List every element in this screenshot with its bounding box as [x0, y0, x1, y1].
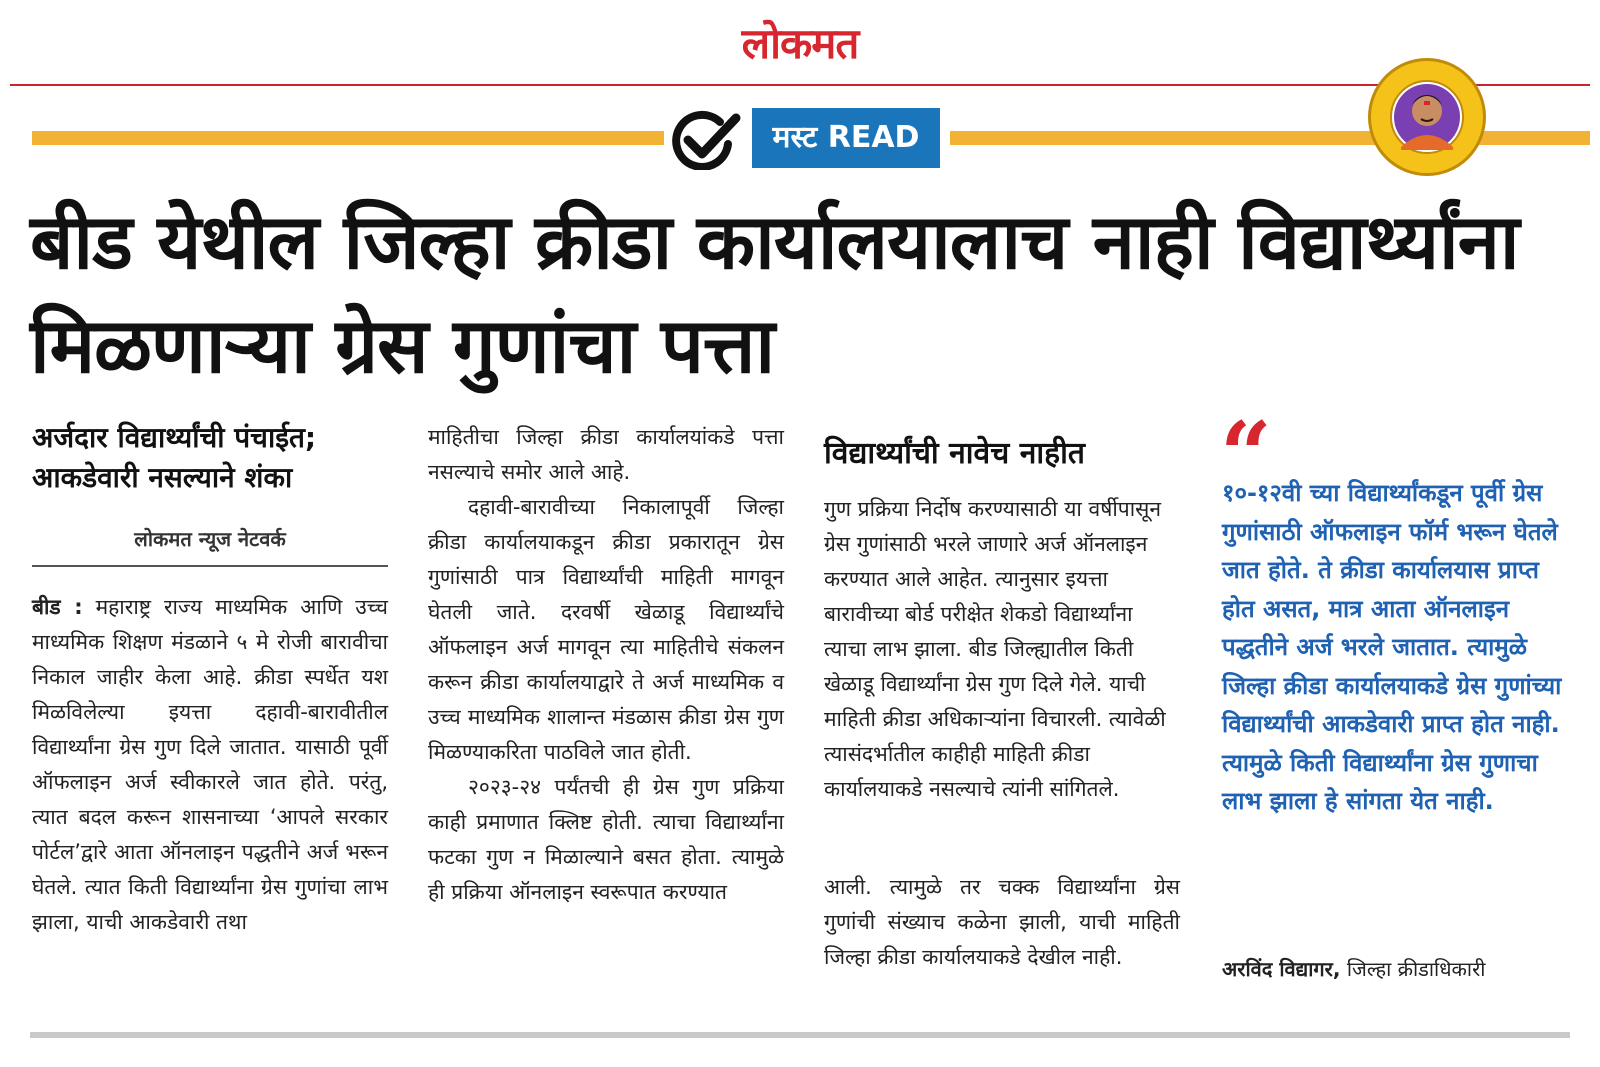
- col2-para3: २०२३-२४ पर्यंतची ही ग्रेस गुण प्रक्रिया काही प्रमाणात क्लिष्ट होती. त्याचा विद्यार्थ्यांना फटका गुण न मिळाल्याने बसत होता. त्यामुळे ही प्रक्रिया ऑनलाइन स्वरूपात करण्यात: [428, 775, 784, 904]
- byline-divider: [32, 565, 388, 567]
- masthead-logo: लोकमत: [741, 19, 859, 68]
- col2-body: [428, 420, 784, 910]
- masthead-divider: [10, 84, 1590, 86]
- col3-para1: गुण प्रक्रिया निर्दोष करण्यासाठी या वर्षीपासून ग्रेस गुणांसाठी भरले जाणारे अर्ज ऑनलाइन करण्यात आले आहेत. त्यानुसार इयत्ता बारावीच्या बोर्ड परीक्षेत शेकडो विद्यार्थ्यांना त्याचा लाभ झाला. बीड जिल्ह्यातील किती खेळाडू विद्यार्थ्यांना ग्रेस गुण दिले गेले. याची माहिती क्रीडा अधिकाऱ्यांना विचारली. त्यावेळी त्यासंदर्भातील काहीही माहिती क्रीडा कार्यालयाकडे नसल्याचे त्यांनी सांगितले.: [824, 497, 1166, 801]
- col1-text: महाराष्ट्र राज्य माध्यमिक आणि उच्च माध्यमिक शिक्षण मंडळाने ५ मे रोजी बारावीचा निकाल जाहीर केला आहे. क्रीडा स्पर्धेत यश मिळविलेल्या इयत्ता दहावी-बारावीतील विद्यार्थ्यांना ग्रेस गुण दिले जातात. यासाठी पूर्वी ऑफलाइन अर्ज स्वीकारले जात होते. परंतु, त्यात बदल करून शासनाच्या ‘आपले सरकार पोर्टल’द्वारे आता ऑनलाइन पद्धतीने अर्ज भरून घेतले. त्यात किती विद्यार्थ्यांना ग्रेस गुणांचा लाभ झाला, याची आकडेवारी तथा: [32, 595, 389, 934]
- check-circle-icon: [670, 110, 742, 170]
- col1-body: [32, 590, 388, 940]
- accent-bar-left: [32, 131, 664, 145]
- bottom-divider: [30, 1032, 1570, 1038]
- byline: लोकमत न्यूज नेटवर्क: [134, 527, 286, 551]
- col3-subhead: विद्यार्थ्यांची नावेच नाहीत: [824, 436, 1085, 471]
- accent-bar-right: [950, 131, 1590, 145]
- quote-author-role: जिल्हा क्रीडाधिकारी: [1346, 957, 1486, 981]
- dateline: बीड :: [32, 595, 83, 619]
- profile-seal-icon: [1368, 58, 1486, 176]
- must-read-badge: मस्ट READ: [752, 108, 940, 168]
- col3-para2: आली. त्यामुळे तर चक्क विद्यार्थ्यांना ग्रेस गुणांची संख्याच कळेना झाली, याची माहिती जिल्हा क्रीडा कार्यालयाकडे देखील नाही.: [824, 875, 1180, 969]
- col2-para2: दहावी-बारावीच्या निकालापूर्वी जिल्हा क्रीडा कार्यालयाकडून क्रीडा प्रकारातून ग्रेस गुणांसाठी पात्र विद्यार्थ्यांची माहिती मागवून घेतली जाते. दरवर्षी खेळाडू विद्यार्थ्यांचे ऑफलाइन अर्ज मागवून त्या माहितीचे संकलन करून क्रीडा कार्यालयाद्वारे ते अर्ज माध्यमिक व उच्च माध्यमिक शालान्त मंडळास क्रीडा ग्रेस गुण मिळण्याकरिता पाठविले जात होती.: [428, 495, 784, 764]
- quote-mark-icon: “: [1220, 402, 1272, 508]
- col3-body: [824, 492, 1180, 807]
- quote-author: अरविंद विद्यागर,: [1222, 957, 1341, 981]
- quote-attribution: [1222, 955, 1562, 982]
- headline: बीड येथील जिल्हा क्रीडा कार्यालयालाच नाही विद्यार्थ्यांना मिळणाऱ्या ग्रेस गुणांचा पत्ता: [30, 197, 1519, 390]
- col1-subhead: अर्जदार विद्यार्थ्यांची पंचाईत; आकडेवारी नसल्याने शंका: [32, 421, 317, 494]
- col2-para1: माहितीचा जिल्हा क्रीडा कार्यालयांकडे पत्ता नसल्याचे समोर आले आहे.: [428, 425, 784, 484]
- pull-quote: १०-१२वी च्या विद्यार्थ्यांकडून पूर्वी ग्रेस गुणांसाठी ऑफलाइन फॉर्म भरून घेतले जात होते. ते क्रीडा कार्यालयास प्राप्त होत असत, मात्र आता ऑनलाइन पद्धतीने अर्ज भरले जातात. त्यामुळे जिल्हा क्रीडा कार्यालयाकडे ग्रेस गुणांच्या विद्यार्थ्यांची आकडेवारी प्राप्त होत नाही. त्यामुळे किती विद्यार्थ्यांना ग्रेस गुणाचा लाभ झाला हे सांगता येत नाही.: [1222, 479, 1562, 815]
